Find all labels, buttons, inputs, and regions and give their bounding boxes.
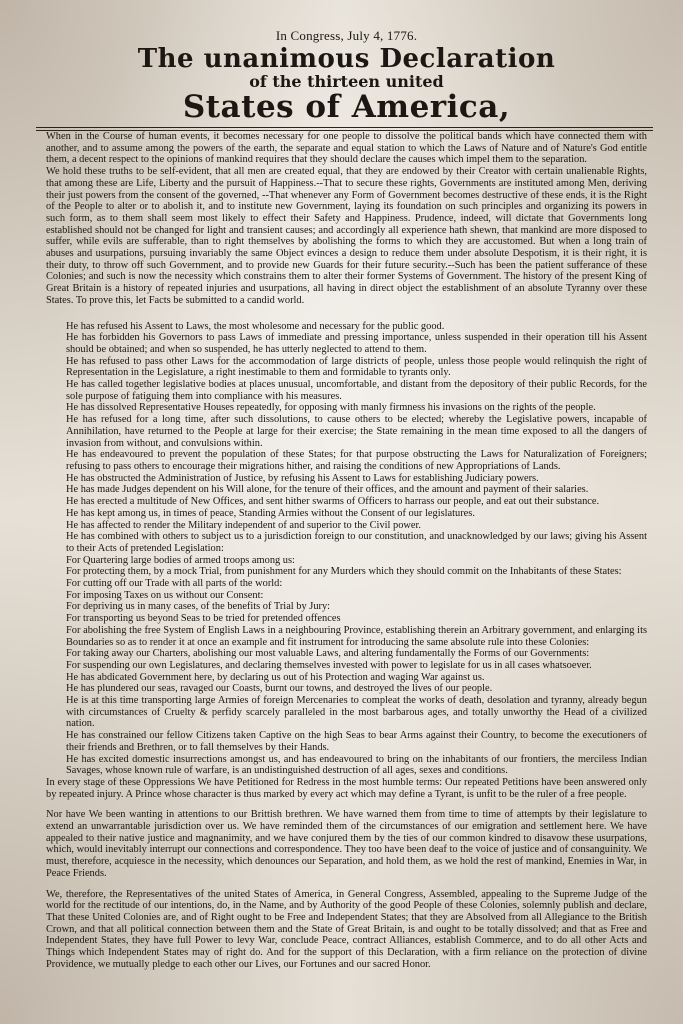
grievance-item: For protecting them, by a mock Trial, from punishment for any Murders which they should commit on the Inhabitants of these States: bbox=[66, 566, 622, 578]
divider-thick bbox=[36, 127, 653, 128]
grievance-item: For suspending our own Legislatures, and declaring themselves invested with power to legislate for us in all cases whatsoever. bbox=[66, 659, 592, 671]
grievance-item: He has kept among us, in times of peace, Standing Armies without the Consent of our legislatures. bbox=[66, 507, 475, 519]
preamble-paragraph: We hold these truths to be self-evident, that all men are created equal, that they are endowed by their Creator with certain unalienable Rights, that among these are Life, Liberty and the pursuit of Happiness.--That to secure these rights, Governments are instituted among Men, deriving their just powers from the consent of the governed, --That whenever any Form of Government becomes destructive of these ends, it is the Right of the People to alter or to abolish it, and to institute new Government, laying its foundation on such principles and organizing its powers in such form, as to them shall seem most likely to effect their Safety and Happiness. Prudence, indeed, will dictate that Governments long established should not be changed for light and transient causes; and accordingly all experience hath shewn, that mankind are more disposed to suffer, while evils are sufferable, than to right themselves by abolishing the forms to which they are accustomed. But when a long train of abuses and usurpations, pursuing invariably the same Object evinces a design to reduce them under absolute Despotism, it is their right, it is their duty, to throw off such Government, and to provide new Guards for their future security.--Such has been the patient sufferance of these Colonies; and such is now the necessity which constrains them to alter their former Systems of Government. The history of the present King of Great Britain is a history of repeated injuries and usurpations, all having in direct object the establishment of an absolute Tyranny over these States. To prove this, let Facts be submitted to a candid world. bbox=[46, 166, 647, 306]
grievance-item: For Quartering large bodies of armed troops among us: bbox=[66, 554, 295, 566]
grievance-item: He has refused to pass other Laws for the accommodation of large districts of people, unless those people would relinquish the right of Representation in the Legislature, a right inestimable to them and formidable to tyrants only. bbox=[66, 355, 647, 379]
dateline: In Congress, July 4, 1776. bbox=[275, 28, 418, 43]
grievance-item: He is at this time transporting large Armies of foreign Mercenaries to compleat the works of death, desolation and tyranny, already begun with circumstances of Cruelty & perfidy scarcely paralleled in the most barbarous ages, and totally unworthy the Head of a civilized nation. bbox=[66, 695, 647, 730]
grievance-item: He has endeavoured to prevent the population of these States; for that purpose obstructing the Laws for Naturalization of Foreigners; refusing to pass others to encourage their migrations hither, and raising the conditions of new Appropriations of Lands. bbox=[66, 449, 647, 472]
grievance-item: He has constrained our fellow Citizens taken Captive on the high Seas to bear Arms against their Country, to become the executioners of their friends and Brethren, or to fall themselves by their Hands. bbox=[66, 730, 647, 753]
intro-paragraph: When in the Course of human events, it becomes necessary for one people to dissolve the political bands which have connected them with another, and to assume among the powers of the earth, the separate and equal station to which the Laws of Nature and of Nature's God entitle them, a decent respect to the opinions of mankind requires that they should declare the causes which impel them to the separation. bbox=[46, 131, 647, 166]
grievance-item: He has dissolved Representative Houses repeatedly, for opposing with manly firmness his invasions on the rights of the people. bbox=[66, 402, 596, 414]
grievance-item: For depriving us in many cases, of the benefits of Trial by Jury: bbox=[66, 601, 331, 613]
grievance-item: He has affected to render the Military independent of and superior to the Civil power. bbox=[66, 519, 422, 531]
title-line-2: of the thirteen united bbox=[249, 72, 444, 91]
grievance-item: For taking away our Charters, abolishing our most valuable Laws, and altering fundamentally the Forms of our Governments: bbox=[66, 648, 590, 660]
title-line-1: The unanimous Declaration bbox=[137, 44, 556, 74]
document-header bbox=[46, 28, 647, 123]
grievance-item: He has plundered our seas, ravaged our Coasts, burnt our towns, and destroyed the lives of our people. bbox=[66, 683, 493, 695]
grievance-item: He has combined with others to subject us to a jurisdiction foreign to our constitution, and unacknowledged by our laws; giving his Assent to their Acts of pretended Legislation: bbox=[66, 531, 647, 554]
grievance-item: He has called together legislative bodies at places unusual, uncomfortable, and distant from the depository of their public Records, for the sole purpose of fatiguing them into compliance with his measures. bbox=[66, 379, 647, 402]
grievance-item: He has erected a multitude of New Offices, and sent hither swarms of Officers to harrass our people, and eat out their substance. bbox=[66, 496, 600, 508]
petitions-paragraph: In every stage of these Oppressions We have Petitioned for Redress in the most humble terms: Our repeated Petitions have been answered only by repeated injury. A Prince whose character is thus marked by every act which may define a Tyrant, is unfit to be the ruler of a free people. bbox=[46, 776, 647, 800]
grievance-item: He has refused for a long time, after such dissolutions, to cause others to be elected; whereby the Legislative powers, incapable of Annihilation, have returned to the People at large for their exercise; the State remaining in the mean time exposed to all the dangers of invasion from without, and convulsions within. bbox=[66, 414, 647, 449]
title-line-3: States of America, bbox=[182, 89, 511, 125]
grievance-item: He has made Judges dependent on his Will alone, for the tenure of their offices, and the amount and payment of their salaries. bbox=[66, 484, 589, 496]
grievance-item: For transporting us beyond Seas to be tried for pretended offences bbox=[66, 613, 341, 625]
grievance-item: For abolishing the free System of English Laws in a neighbouring Province, establishing therein an Arbitrary government, and enlarging its Boundaries so as to render it at once an example and fit instrument for introducing the same absolute rule into these Colonies: bbox=[66, 624, 647, 648]
grievance-item: He has abdicated Government here, by declaring us out of his Protection and waging War against us. bbox=[66, 671, 485, 683]
grievance-item: He has refused his Assent to Laws, the most wholesome and necessary for the public good. bbox=[66, 320, 445, 332]
grievances-list bbox=[46, 321, 647, 777]
brethren-paragraph: Nor have We been wanting in attentions to our Brittish brethren. We have warned them from time to time of attempts by their legislature to extend an unwarrantable jurisdiction over us. We have reminded them of the circumstances of our emigration and settlement here. We have appealed to their native justice and magnanimity, and we have conjured them by the ties of our common kindred to disavow these usurpations, which, would inevitably interrupt our connections and correspondence. They too have been deaf to the voice of justice and of consanguinity. We must, therefore, acquiesce in the necessity, which denounces our Separation, and hold them, as we hold the rest of mankind, Enemies in War, in Peace Friends. bbox=[46, 809, 647, 879]
conclusion-paragraph: We, therefore, the Representatives of the united States of America, in General Congress, Assembled, appealing to the Supreme Judge of the world for the rectitude of our intentions, do, in the Name, and by Authority of the good People of these Colonies, solemnly publish and declare, That these United Colonies are, and of Right ought to be Free and Independent States; that they are Absolved from all Allegiance to the British Crown, and that all political connection between them and the State of Great Britain, is and ought to be totally dissolved; and that as Free and Independent States, they have full Power to levy War, conclude Peace, contract Alliances, establish Commerce, and to do all other Acts and Things which Independent States may of right do. And for the support of this Declaration, with a firm reliance on the protection of divine Providence, we mutually pledge to each other our Lives, our Fortunes and our sacred Honor. bbox=[46, 888, 647, 970]
grievance-item: He has obstructed the Administration of Justice, by refusing his Assent to Laws for establishing Judiciary powers. bbox=[66, 472, 539, 484]
grievance-item: He has forbidden his Governors to pass Laws of immediate and pressing importance, unless suspended in their operation till his Assent should be obtained; and when so suspended, he has utterly neglected to attend to them. bbox=[66, 332, 647, 355]
grievance-item: For cutting off our Trade with all parts of the world: bbox=[66, 578, 283, 590]
grievance-item: For imposing Taxes on us without our Consent: bbox=[66, 589, 264, 601]
grievance-item: He has excited domestic insurrections amongst us, and has endeavoured to bring on the inhabitants of our frontiers, the merciless Indian Savages, whose known rule of warfare, is an undistinguished destruction of all ages, sexes and conditions. bbox=[66, 753, 647, 777]
